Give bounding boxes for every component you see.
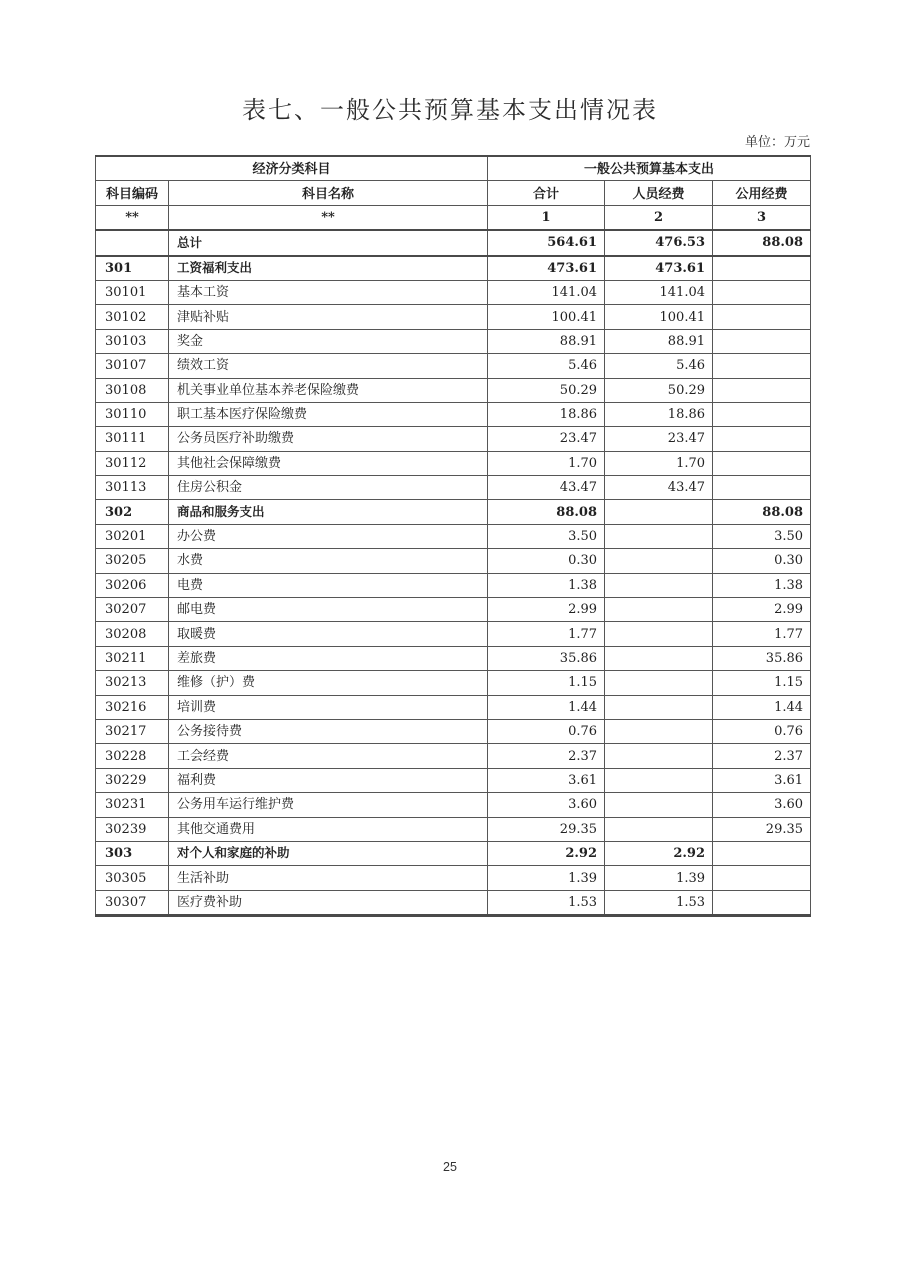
subject-code-cell: 30111 xyxy=(96,427,169,451)
table-row xyxy=(96,500,811,524)
personnel-amount-cell: 5.46 xyxy=(605,354,713,378)
personnel-amount-cell: 100.41 xyxy=(605,305,713,329)
subject-code-cell: 30205 xyxy=(96,549,169,573)
table-row xyxy=(96,256,811,281)
personnel-amount-cell xyxy=(605,695,713,719)
subject-name-cell: 邮电费 xyxy=(169,598,488,622)
total-amount-cell: 88.91 xyxy=(488,329,605,353)
table-header xyxy=(96,156,811,230)
public-amount-cell xyxy=(713,476,811,500)
subject-code-cell: 30201 xyxy=(96,524,169,548)
personnel-amount-cell xyxy=(605,573,713,597)
code-row-cell: 2 xyxy=(605,205,713,230)
code-row-cell: ** xyxy=(169,205,488,230)
table-row xyxy=(96,866,811,890)
header-columns-row xyxy=(96,181,811,205)
subject-name-cell: 津贴补贴 xyxy=(169,305,488,329)
personnel-amount-cell xyxy=(605,598,713,622)
subject-code-cell: 30107 xyxy=(96,354,169,378)
public-amount-cell: 88.08 xyxy=(713,230,811,255)
table-row xyxy=(96,329,811,353)
table-row xyxy=(96,573,811,597)
personnel-amount-cell: 1.70 xyxy=(605,451,713,475)
total-amount-cell: 1.44 xyxy=(488,695,605,719)
subject-name-cell: 住房公积金 xyxy=(169,476,488,500)
subject-name-cell: 基本工资 xyxy=(169,280,488,304)
table-row xyxy=(96,890,811,915)
header-group-economic-classification: 经济分类科目 xyxy=(96,156,488,181)
subject-code-cell: 30102 xyxy=(96,305,169,329)
table-row xyxy=(96,744,811,768)
subject-code-cell: 30207 xyxy=(96,598,169,622)
public-amount-cell xyxy=(713,402,811,426)
subject-code-cell: 30216 xyxy=(96,695,169,719)
personnel-amount-cell xyxy=(605,500,713,524)
table-row xyxy=(96,817,811,841)
personnel-amount-cell xyxy=(605,646,713,670)
table-row xyxy=(96,524,811,548)
table-row xyxy=(96,402,811,426)
public-amount-cell xyxy=(713,305,811,329)
subject-name-cell: 对个人和家庭的补助 xyxy=(169,841,488,865)
subject-code-cell: 30307 xyxy=(96,890,169,915)
public-amount-cell xyxy=(713,451,811,475)
table-row xyxy=(96,841,811,865)
subject-code-cell: 30229 xyxy=(96,768,169,792)
total-amount-cell: 2.92 xyxy=(488,841,605,865)
total-amount-cell: 50.29 xyxy=(488,378,605,402)
table-row xyxy=(96,549,811,573)
subject-name-cell: 其他交通费用 xyxy=(169,817,488,841)
subject-name-cell: 公务接待费 xyxy=(169,719,488,743)
subject-name-cell: 电费 xyxy=(169,573,488,597)
subject-name-cell: 其他社会保障缴费 xyxy=(169,451,488,475)
header-total: 合计 xyxy=(488,181,605,205)
total-amount-cell: 0.76 xyxy=(488,719,605,743)
total-amount-cell: 100.41 xyxy=(488,305,605,329)
table-row xyxy=(96,793,811,817)
public-amount-cell: 1.44 xyxy=(713,695,811,719)
header-public-funds: 公用经费 xyxy=(713,181,811,205)
public-amount-cell: 0.30 xyxy=(713,549,811,573)
public-amount-cell: 88.08 xyxy=(713,500,811,524)
subject-code-cell: 30211 xyxy=(96,646,169,670)
personnel-amount-cell xyxy=(605,768,713,792)
personnel-amount-cell xyxy=(605,671,713,695)
personnel-amount-cell: 476.53 xyxy=(605,230,713,255)
subject-code-cell: 30113 xyxy=(96,476,169,500)
subject-name-cell: 工资福利支出 xyxy=(169,256,488,281)
table-row xyxy=(96,719,811,743)
code-row-cell: ** xyxy=(96,205,169,230)
table-row xyxy=(96,451,811,475)
personnel-amount-cell: 50.29 xyxy=(605,378,713,402)
code-row-cell: 3 xyxy=(713,205,811,230)
header-subject-name: 科目名称 xyxy=(169,181,488,205)
personnel-amount-cell xyxy=(605,793,713,817)
header-personnel: 人员经费 xyxy=(605,181,713,205)
public-amount-cell xyxy=(713,890,811,915)
public-amount-cell: 1.38 xyxy=(713,573,811,597)
public-amount-cell xyxy=(713,354,811,378)
public-amount-cell: 35.86 xyxy=(713,646,811,670)
total-amount-cell: 1.39 xyxy=(488,866,605,890)
subject-name-cell: 维修（护）费 xyxy=(169,671,488,695)
public-amount-cell: 3.61 xyxy=(713,768,811,792)
public-amount-cell: 1.15 xyxy=(713,671,811,695)
subject-name-cell: 医疗费补助 xyxy=(169,890,488,915)
personnel-amount-cell xyxy=(605,719,713,743)
public-amount-cell xyxy=(713,427,811,451)
subject-name-cell: 机关事业单位基本养老保险缴费 xyxy=(169,378,488,402)
personnel-amount-cell: 1.39 xyxy=(605,866,713,890)
subject-name-cell: 差旅费 xyxy=(169,646,488,670)
personnel-amount-cell xyxy=(605,622,713,646)
personnel-amount-cell: 1.53 xyxy=(605,890,713,915)
total-amount-cell: 35.86 xyxy=(488,646,605,670)
subject-name-cell: 绩效工资 xyxy=(169,354,488,378)
table-row xyxy=(96,427,811,451)
subject-code-cell: 30206 xyxy=(96,573,169,597)
table-row xyxy=(96,671,811,695)
table-row xyxy=(96,305,811,329)
table-row xyxy=(96,646,811,670)
header-group-row xyxy=(96,156,811,181)
subject-code-cell: 30217 xyxy=(96,719,169,743)
subject-code-cell: 30305 xyxy=(96,866,169,890)
public-amount-cell: 3.60 xyxy=(713,793,811,817)
personnel-amount-cell xyxy=(605,817,713,841)
public-amount-cell xyxy=(713,866,811,890)
subject-code-cell: 30110 xyxy=(96,402,169,426)
subject-code-cell: 302 xyxy=(96,500,169,524)
header-code-row xyxy=(96,205,811,230)
table-row xyxy=(96,230,811,255)
total-amount-cell: 3.61 xyxy=(488,768,605,792)
subject-code-cell: 30103 xyxy=(96,329,169,353)
public-amount-cell xyxy=(713,280,811,304)
subject-code-cell: 30112 xyxy=(96,451,169,475)
total-amount-cell: 1.77 xyxy=(488,622,605,646)
total-amount-cell: 29.35 xyxy=(488,817,605,841)
public-amount-cell xyxy=(713,329,811,353)
subject-code-cell: 30208 xyxy=(96,622,169,646)
table-row xyxy=(96,378,811,402)
subject-name-cell: 办公费 xyxy=(169,524,488,548)
subject-name-cell: 福利费 xyxy=(169,768,488,792)
public-amount-cell: 0.76 xyxy=(713,719,811,743)
subject-code-cell: 303 xyxy=(96,841,169,865)
personnel-amount-cell: 23.47 xyxy=(605,427,713,451)
table-row xyxy=(96,598,811,622)
subject-code-cell: 30213 xyxy=(96,671,169,695)
table-row xyxy=(96,354,811,378)
public-amount-cell xyxy=(713,256,811,281)
table-row xyxy=(96,476,811,500)
subject-name-cell: 水费 xyxy=(169,549,488,573)
total-amount-cell: 1.53 xyxy=(488,890,605,915)
personnel-amount-cell: 18.86 xyxy=(605,402,713,426)
total-amount-cell: 3.50 xyxy=(488,524,605,548)
total-amount-cell: 88.08 xyxy=(488,500,605,524)
personnel-amount-cell: 141.04 xyxy=(605,280,713,304)
public-amount-cell: 29.35 xyxy=(713,817,811,841)
budget-table xyxy=(95,155,811,917)
subject-code-cell: 30228 xyxy=(96,744,169,768)
subject-code-cell: 30231 xyxy=(96,793,169,817)
code-row-cell: 1 xyxy=(488,205,605,230)
personnel-amount-cell: 473.61 xyxy=(605,256,713,281)
subject-name-cell: 总计 xyxy=(169,230,488,255)
unit-label: 单位：万元 xyxy=(744,135,810,150)
public-amount-cell: 3.50 xyxy=(713,524,811,548)
table-body xyxy=(96,230,811,915)
subject-code-cell: 301 xyxy=(96,256,169,281)
subject-name-cell: 商品和服务支出 xyxy=(169,500,488,524)
total-amount-cell: 2.37 xyxy=(488,744,605,768)
public-amount-cell: 1.77 xyxy=(713,622,811,646)
subject-name-cell: 职工基本医疗保险缴费 xyxy=(169,402,488,426)
total-amount-cell: 18.86 xyxy=(488,402,605,426)
total-amount-cell: 0.30 xyxy=(488,549,605,573)
personnel-amount-cell: 88.91 xyxy=(605,329,713,353)
page-title: 表七、一般公共预算基本支出情况表 xyxy=(242,96,658,124)
public-amount-cell: 2.37 xyxy=(713,744,811,768)
subject-name-cell: 公务员医疗补助缴费 xyxy=(169,427,488,451)
personnel-amount-cell xyxy=(605,549,713,573)
subject-name-cell: 工会经费 xyxy=(169,744,488,768)
subject-code-cell: 30239 xyxy=(96,817,169,841)
total-amount-cell: 1.70 xyxy=(488,451,605,475)
subject-code-cell xyxy=(96,230,169,255)
total-amount-cell: 564.61 xyxy=(488,230,605,255)
header-group-general-budget-expenditure: 一般公共预算基本支出 xyxy=(488,156,811,181)
subject-name-cell: 生活补助 xyxy=(169,866,488,890)
total-amount-cell: 5.46 xyxy=(488,354,605,378)
subject-code-cell: 30101 xyxy=(96,280,169,304)
total-amount-cell: 473.61 xyxy=(488,256,605,281)
subject-code-cell: 30108 xyxy=(96,378,169,402)
total-amount-cell: 1.15 xyxy=(488,671,605,695)
total-amount-cell: 141.04 xyxy=(488,280,605,304)
total-amount-cell: 2.99 xyxy=(488,598,605,622)
personnel-amount-cell xyxy=(605,744,713,768)
table-row xyxy=(96,768,811,792)
total-amount-cell: 3.60 xyxy=(488,793,605,817)
header-subject-code: 科目编码 xyxy=(96,181,169,205)
table-row xyxy=(96,280,811,304)
total-amount-cell: 23.47 xyxy=(488,427,605,451)
public-amount-cell xyxy=(713,378,811,402)
page-number: 25 xyxy=(443,1160,457,1174)
personnel-amount-cell xyxy=(605,524,713,548)
total-amount-cell: 1.38 xyxy=(488,573,605,597)
public-amount-cell: 2.99 xyxy=(713,598,811,622)
subject-name-cell: 公务用车运行维护费 xyxy=(169,793,488,817)
table-row xyxy=(96,622,811,646)
subject-name-cell: 奖金 xyxy=(169,329,488,353)
personnel-amount-cell: 43.47 xyxy=(605,476,713,500)
total-amount-cell: 43.47 xyxy=(488,476,605,500)
subject-name-cell: 培训费 xyxy=(169,695,488,719)
public-amount-cell xyxy=(713,841,811,865)
personnel-amount-cell: 2.92 xyxy=(605,841,713,865)
subject-name-cell: 取暖费 xyxy=(169,622,488,646)
table-row xyxy=(96,695,811,719)
